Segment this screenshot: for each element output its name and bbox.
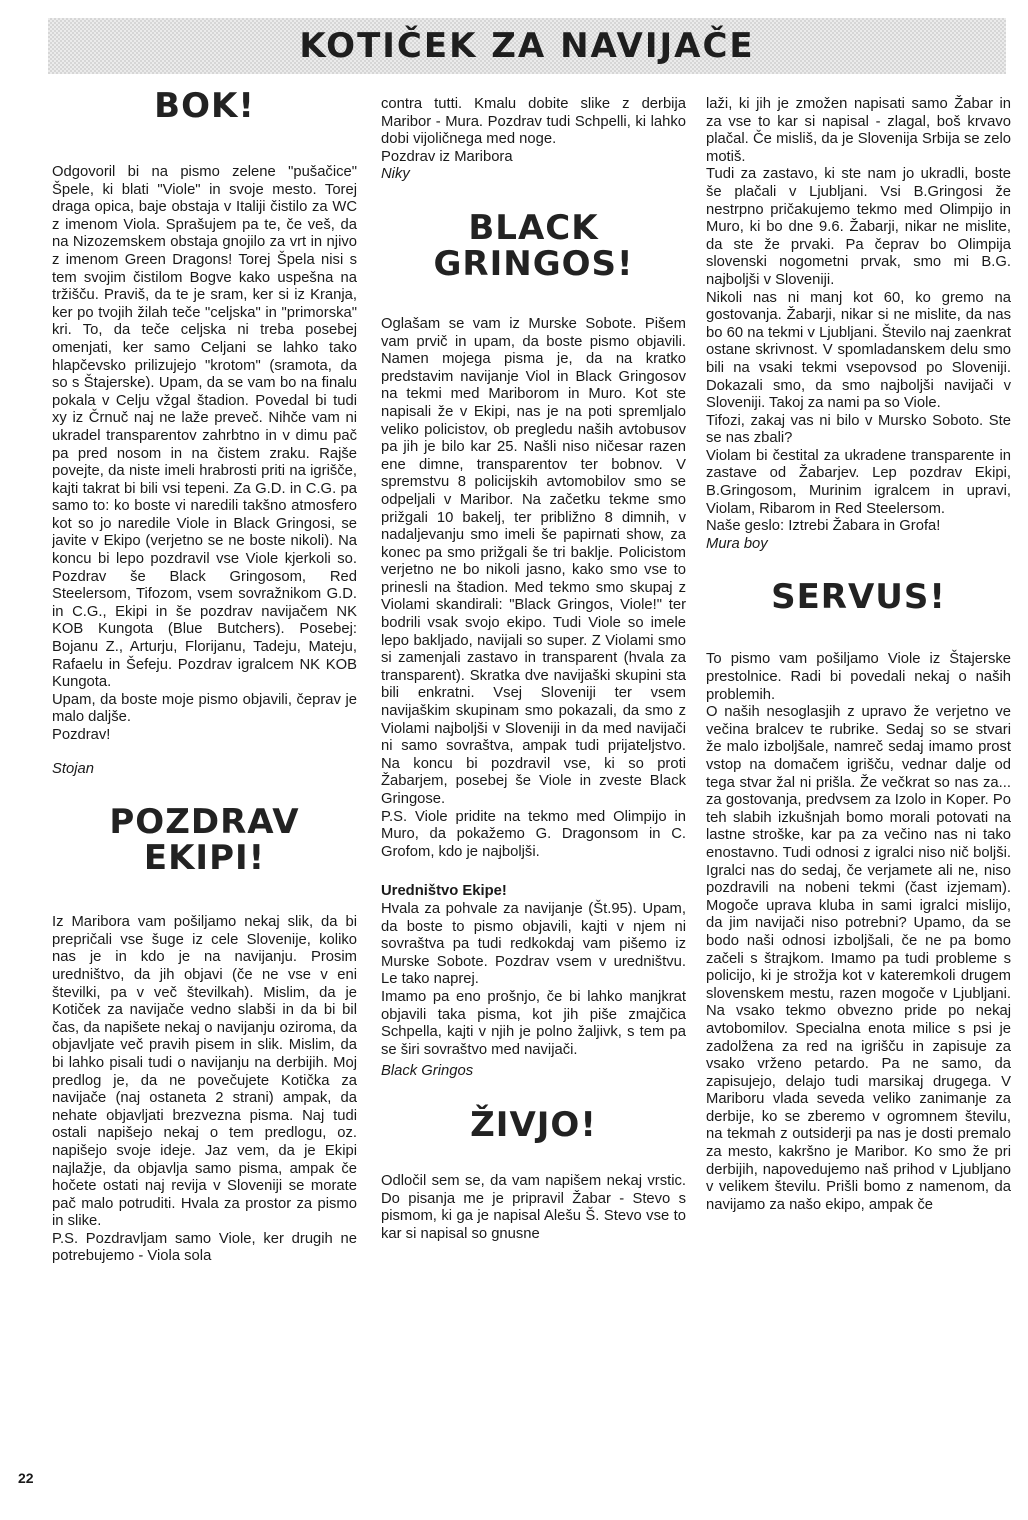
letter-text: Violam bi čestital za ukradene transparente in zastave od Žabarjev. Lep pozdrav Ekipi, B.Gringosom, Murinim igralcem in upravi, Violam, Ribarom in Red Steelersom. bbox=[706, 447, 1011, 517]
letter-text: Pozdrav! bbox=[52, 727, 111, 743]
heading-black: BLACK bbox=[468, 207, 599, 248]
column-3 bbox=[706, 88, 1011, 1488]
letter-text: Hvala za pohvale za navijanje (Št.95). Upam, da boste to pismo objavili, kajti v njem ni sovraštva pa tudi redkokdaj vam pišemo iz Murske Sobote. Pozdrav vsem v uredništvu. Le tako naprej. bbox=[381, 900, 686, 988]
heading-servus: SERVUS! bbox=[771, 577, 946, 618]
letter-text: To pismo vam pošiljamo Viole iz Štajerske prestolnice. Radi bi povedali nekaj o naših problemih. bbox=[706, 651, 1011, 703]
letter-text: P.S. Viole pridite na tekmo med Olimpijo in Muro, da pokažemo G. Dragonsom in C. Grofom, kdo je najboljši. bbox=[381, 808, 686, 860]
heading-gringos: GRINGOS! bbox=[433, 243, 634, 284]
heading-ekipi: EKIPI! bbox=[143, 838, 266, 879]
page-number: 22 bbox=[18, 1470, 34, 1486]
heading-zivjo: ŽIVJO! bbox=[470, 1104, 597, 1145]
letter-text: Odgovoril bi na pismo zelene "pušačice" Špele, ki blati "Viole" in svoje mesto. Torej draga opica, baje obstaja v Italiji čistilo za WC z imenom Viola. Sprašujem pa te, če veš, da na Nizozemskem obstaja gnojilo za vrt in njivo z imenom Green Dragons! Torej Špela nisi s tem svojim čistilom Bogve kako uspešna na tržišču. Praviš, da te je sram, ker si iz Kranja, ker po tvojih žilah teče "celjska" in "primorska" kri. To, da teče celjska ni treba posebej omenjati, ker samo Celjani se lahko tako hlapčevsko prilizujejo "krotom" (sramota, da so s Štajerske). Upam, da se vam bo na finalu pokala v Celju vžgal štadion. Povedal bi tudi xy iz Črnuč naj ne laže preveč. Nihče vam ni ukradel transparentov zahrbtno in v dimu pač pa pred nosom in na čistem zraku. Rajše povejte, da niste imeli hrabrosti priti na igrišče, kajti takrat bi bili vsi tepeni. Za G.D. in C.G. pa samo to: ko boste vi naredili takšno atmosfero kot so jo naredile Viole in Black Gringosi, se javite v Ekipo (verjetno se ne boste nikoli). Na koncu bi lepo pozdravil vse Viole kjerkoli so. Pozdrav še Black Gringosom, Red Steelersom, Tifozom, vsem sovražnikom G.D. in C.G., Ekipi in še pozdrav navijačem NK KOB Kungota (Blue Butchers). Posebej: Bojanu Z., Arturju, Florijanu, Tadeju, Mateju, Rafaelu in Šefeju. Pozdrav igralcem NK KOB Kungota. bbox=[52, 164, 357, 691]
heading-pozdrav: POZDRAV bbox=[109, 802, 300, 843]
letter-text: Odločil sem se, da vam napišem nekaj vrstic. Do pisanja me je pripravil Žabar - Stevo s pismom, ki ga je napisal Alešu Š. Stevo vse to kar si napisal so gnusne bbox=[381, 1172, 686, 1242]
column-2 bbox=[381, 88, 686, 1488]
heading-bok: BOK! bbox=[154, 88, 255, 126]
letter-text: Tifozi, zakaj vas ni bilo v Mursko Soboto. Ste se nas zbali? bbox=[706, 412, 1011, 447]
letter-text: O naših nesoglasjih z upravo že verjetno ve večina bralcev te rubrike. Sedaj so se stvari že malo izboljšale, namreč sedaj imamo prost vstop na domačem igrišču, vednar dalje od tega stvar žal ni prišla. Že večkrat so nas za... za gostovanja, predvsem za Izolo in Koper. Po teh slabih izkušnjah bomo morali potovati na lastne stroške, kar pa za večino nas ni tako enostavno. Tudi odnosi z igralci niso nič boljši. Igralci nas do sedaj, če verjamete ali ne, niso pozdravili na nobeni tekmi (čast izjemam). Mogoče uprava kluba in sami igralci mislijo, da jim navijači niso potrebni? Upamo, da se bodo naši odnosi izboljšali, če ne pa bomo začeli s štrajkom. Imamo pa tudi probleme s policijo, ki je strožja kot v kateremkoli drugem slovenskem mestu, razen mogoče v Ljubljani. Na vsako tekmo obvezno pride po nekaj avtobomilov. Specialna enota milice s psi je zadolžena za red na igrišču in zapisuje za vsako vrženo petardo. Pa ne samo, da zapisujejo, delajo tudi marsikaj drugega. V Mariboru vlada seveda veliko zanimanje za derbije, ko se zberemo v ogromnem številu, na tekmah z outsiderji pa nas je dosti premalo za mesto, kakršno je Maribor. Ko smo že pri derbijih, napovedujemo naš prihod v Ljubljano v velikem številu. Prišli bomo z namenom, da navijamo za našo ekipo, ampak če bbox=[706, 704, 1011, 1213]
column-1 bbox=[52, 88, 357, 1488]
letter-text: contra tutti. Kmalu dobite slike z derbija Maribor - Mura. Pozdrav tudi Schpelli, ki lahko dobi vijoličnega med noge. bbox=[381, 96, 686, 148]
letter-text: Tudi za zastavo, ki ste nam jo ukradli, boste še plačali v Ljubljani. Vsi B.Gringosi že nestrpno pričakujemo tekmo med Olimpijo in Muro, ki bo dne 9.6. Žabarji, nikar ne mislite, da ste že prvaki. Pa čeprav bo Olimpija slovenski nogometni prvak, smo mi B.G. najboljši v Sloveniji. bbox=[706, 166, 1011, 288]
section-title: KOTIČEK ZA NAVIJAČE bbox=[299, 26, 755, 66]
subheading: Uredništvo Ekipe! bbox=[381, 883, 507, 900]
letter-text: Pozdrav iz Maribora bbox=[381, 148, 513, 165]
letter-text: Imamo pa eno prošnjo, če bi lahko manjkrat objavili taka pisma, kot jih piše zmajčica Schpella, kajti v njih je polno žaljivk, s tem pa se širi sovraštvo med navijači. bbox=[381, 988, 686, 1058]
section-banner bbox=[48, 18, 1006, 74]
letter-text: P.S. Pozdravljam samo Viole, ker drugih ne potrebujemo - Viola sola bbox=[52, 1230, 357, 1265]
signature: Stojan bbox=[52, 760, 94, 777]
letter-text: Naše geslo: Iztrebi Žabara in Grofa! bbox=[706, 518, 941, 535]
signature: Black Gringos bbox=[381, 1063, 474, 1080]
signature: Mura boy bbox=[706, 535, 768, 552]
letter-text: laži, ki jih je zmožen napisati samo Žabar in za vse to kar si napisal - zlagal, boš krvavo plačal. Če misliš, da je Slovenija Srbija se zelo motiš. bbox=[706, 96, 1011, 165]
letter-text: Iz Maribora vam pošiljamo nekaj slik, da bi prepričali vse šuge iz cele Slovenije, koliko nas je in kdo je na navijanju. Prosim uredništvo, da jih objavi (če ne vse v eni številki, pa v več številkah). Mislim, da je Kotiček za navijače vedno slabši in da bi bil čas, da napišete nekaj o navijanju oziroma, da objavljate več pravih pisem in slik. Mislim, da bi lahko pisali tudi o navijanju na derbijih. Moj predlog je, da ne povečujete Kotička za navijače (naj ostaneta 2 strani) ampak, da nehate objavljati brezvezna pisma. Naj tudi ostali napišejo nekaj o tem predlogu, oz. napišejo svoje ideje. Jaz vem, da je Ekipi najlažje, da objavlja samo pisma, ampak če hočete ostati naj revija v Sloveniji se morate pač malo potruditi. Hvala za prostor za pismo in slike. bbox=[52, 914, 357, 1230]
letter-text: Nikoli nas ni manj kot 60, ko gremo na gostovanja. Žabarji, nikar si ne mislite, da nas bo 60 na tekmi v Ljubljani. Število naj zaenkrat ostane skrivnost. V spomladanskem delu smo bili na vsaki tekmi vsepovsod po Sloveniji. Dokazali smo, da smo najboljši navijači v Sloveniji. Takoj za nami pa so Viole. bbox=[706, 289, 1011, 412]
signature: Niky bbox=[381, 166, 410, 183]
letter-text: Upam, da boste moje pismo objavili, čeprav je malo daljše. bbox=[52, 691, 357, 726]
letter-text: Oglašam se vam iz Murske Sobote. Pišem vam prvič in upam, da boste pismo objavili. Namen mojega pisma je, da na kratko predstavim navijanje Viol in Black Gringosov na tekmi med Mariborom in Muro. Kot ste napisali že v Ekipi, nas je na poti spremljalo veliko policistov, ob pregledu naših avtobusov pa jih je bilo kar 25. Našli niso ničesar razen ene dimne, transparentov ter bobnov. V spremstvu 8 policijskih avtomobilov smo se odpeljali v Maribor. Na začetku tekme smo prižgali 10 bakelj, ter približno 8 dimnih, v nadaljevanju smo imeli še papirnati show, za konec pa smo prižgali še tri baklje. Policistom verjetno ne bo nikoli jasno, kako smo vse to prinesli na štadion. Med tekmo smo skupaj z Violami skandirali: "Black Gringos, Viole!" ter bodrili vsak svojo ekipo. Tudi Viole so imele lepo bakljado, navijali so super. Z Violami smo si zamenjali zastavo in transparent (hvala za transparent). Skratka dve navijaški skupini sta bili enkratni. Vsej Sloveniji ter vsem navijaškim skupinam smo pokazali, da smo z Violami najboljši v Sloveniji in da med navijači ni samo sovraštva, ampak tudi prijateljstvo. Na koncu bi pozdravil vse, ki so proti Žabarjem, posebej še Viole in zveste Black Gringose. bbox=[381, 315, 686, 807]
